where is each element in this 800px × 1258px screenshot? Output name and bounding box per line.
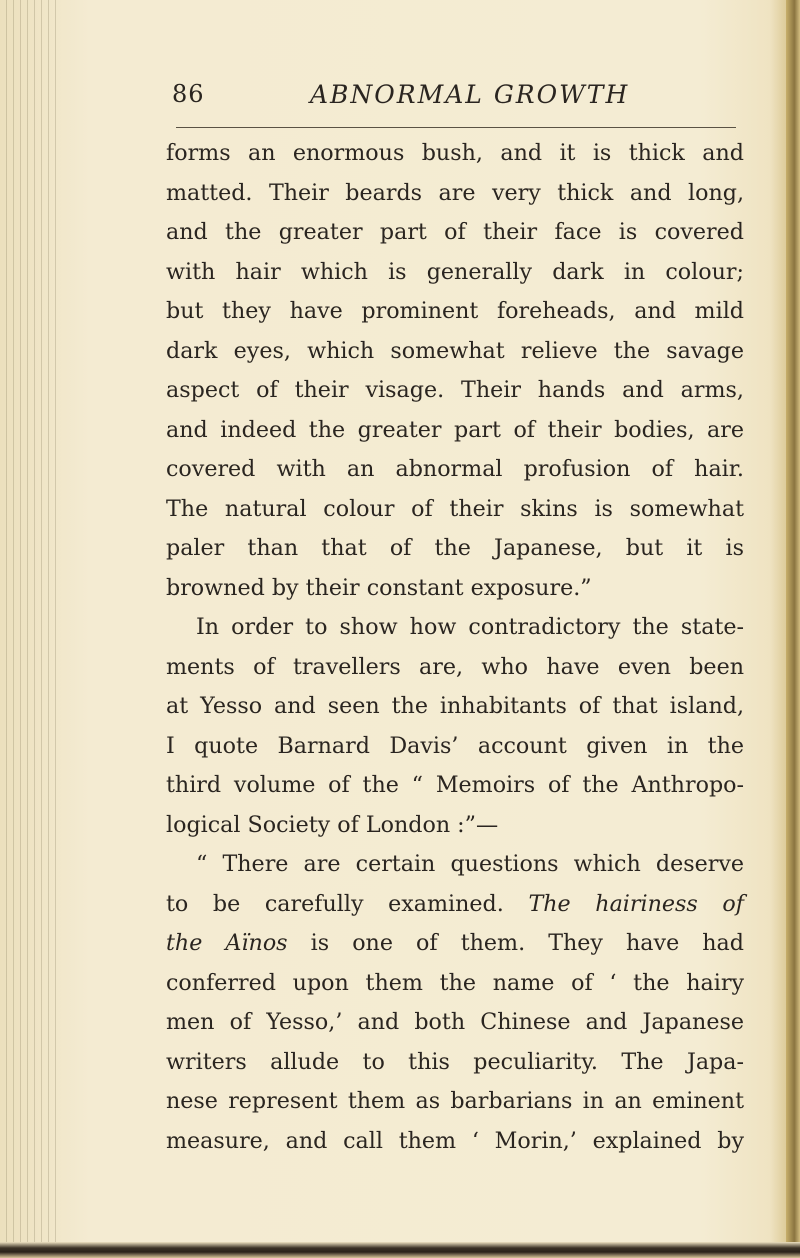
text-line: forms an enormous bush, and it is thick and — [166, 140, 744, 166]
text-line: at Yesso and seen the inhabitants of that island, — [166, 693, 744, 719]
text-run: is one of them. They have had — [310, 930, 744, 956]
text-line-mixed — [166, 885, 744, 925]
text-line: nese represent them as barbarians in an eminent — [166, 1088, 744, 1114]
text-line: and indeed the greater part of their bodies, are — [166, 416, 744, 443]
text-line: “ There are certain questions which deserve — [196, 851, 744, 877]
text-line: dark eyes, which somewhat relieve the savage — [166, 337, 744, 364]
text-line: paler than that of the Japanese, but it is — [166, 535, 744, 561]
text-line: covered with an abnormal profusion of hair. — [166, 456, 744, 482]
text-line: writers allude to this peculiarity. The Japa- — [166, 1048, 744, 1075]
text-line: matted. Their beards are very thick and long, — [166, 179, 744, 206]
running-head: ABNORMAL GROWTH — [310, 80, 630, 109]
text-run: to be carefully examined. — [166, 890, 504, 917]
text-line: but they have prominent foreheads, and mild — [166, 298, 744, 324]
body-text — [166, 134, 744, 1161]
book-binding-edge — [0, 0, 60, 1258]
text-line: In order to show how contradictory the state- — [196, 614, 744, 640]
text-line: with hair which is generally dark in colour; — [166, 258, 744, 285]
page-bottom-edge — [0, 1242, 800, 1258]
page-right-edge — [786, 0, 800, 1258]
text-line: I quote Barnard Davis’ account given in the — [166, 732, 744, 759]
text-line: and the greater part of their face is covered — [166, 219, 744, 245]
text-line: browned by their constant exposure.” — [166, 574, 592, 601]
header-rule — [176, 127, 736, 128]
text-line: ments of travellers are, who have even been — [166, 653, 744, 680]
text-line: men of Yesso,’ and both Chinese and Japanese — [166, 1009, 744, 1035]
page-number: 86 — [172, 80, 205, 108]
text-line: third volume of the “ Memoirs of the Anthropo- — [166, 772, 744, 798]
text-line: conferred upon them the name of ‘ the hairy — [166, 969, 744, 996]
text-line: aspect of their visage. Their hands and arms, — [166, 377, 744, 403]
text-line: measure, and call them ‘ Morin,’ explained by — [166, 1127, 744, 1154]
italic-run: The hairiness of — [528, 890, 744, 917]
page-header — [172, 80, 732, 116]
text-line: logical Society of London :”— — [166, 811, 499, 838]
text-line-mixed — [166, 924, 744, 964]
italic-run: the Aïnos — [166, 930, 288, 956]
text-line: The natural colour of their skins is somewhat — [166, 495, 744, 522]
